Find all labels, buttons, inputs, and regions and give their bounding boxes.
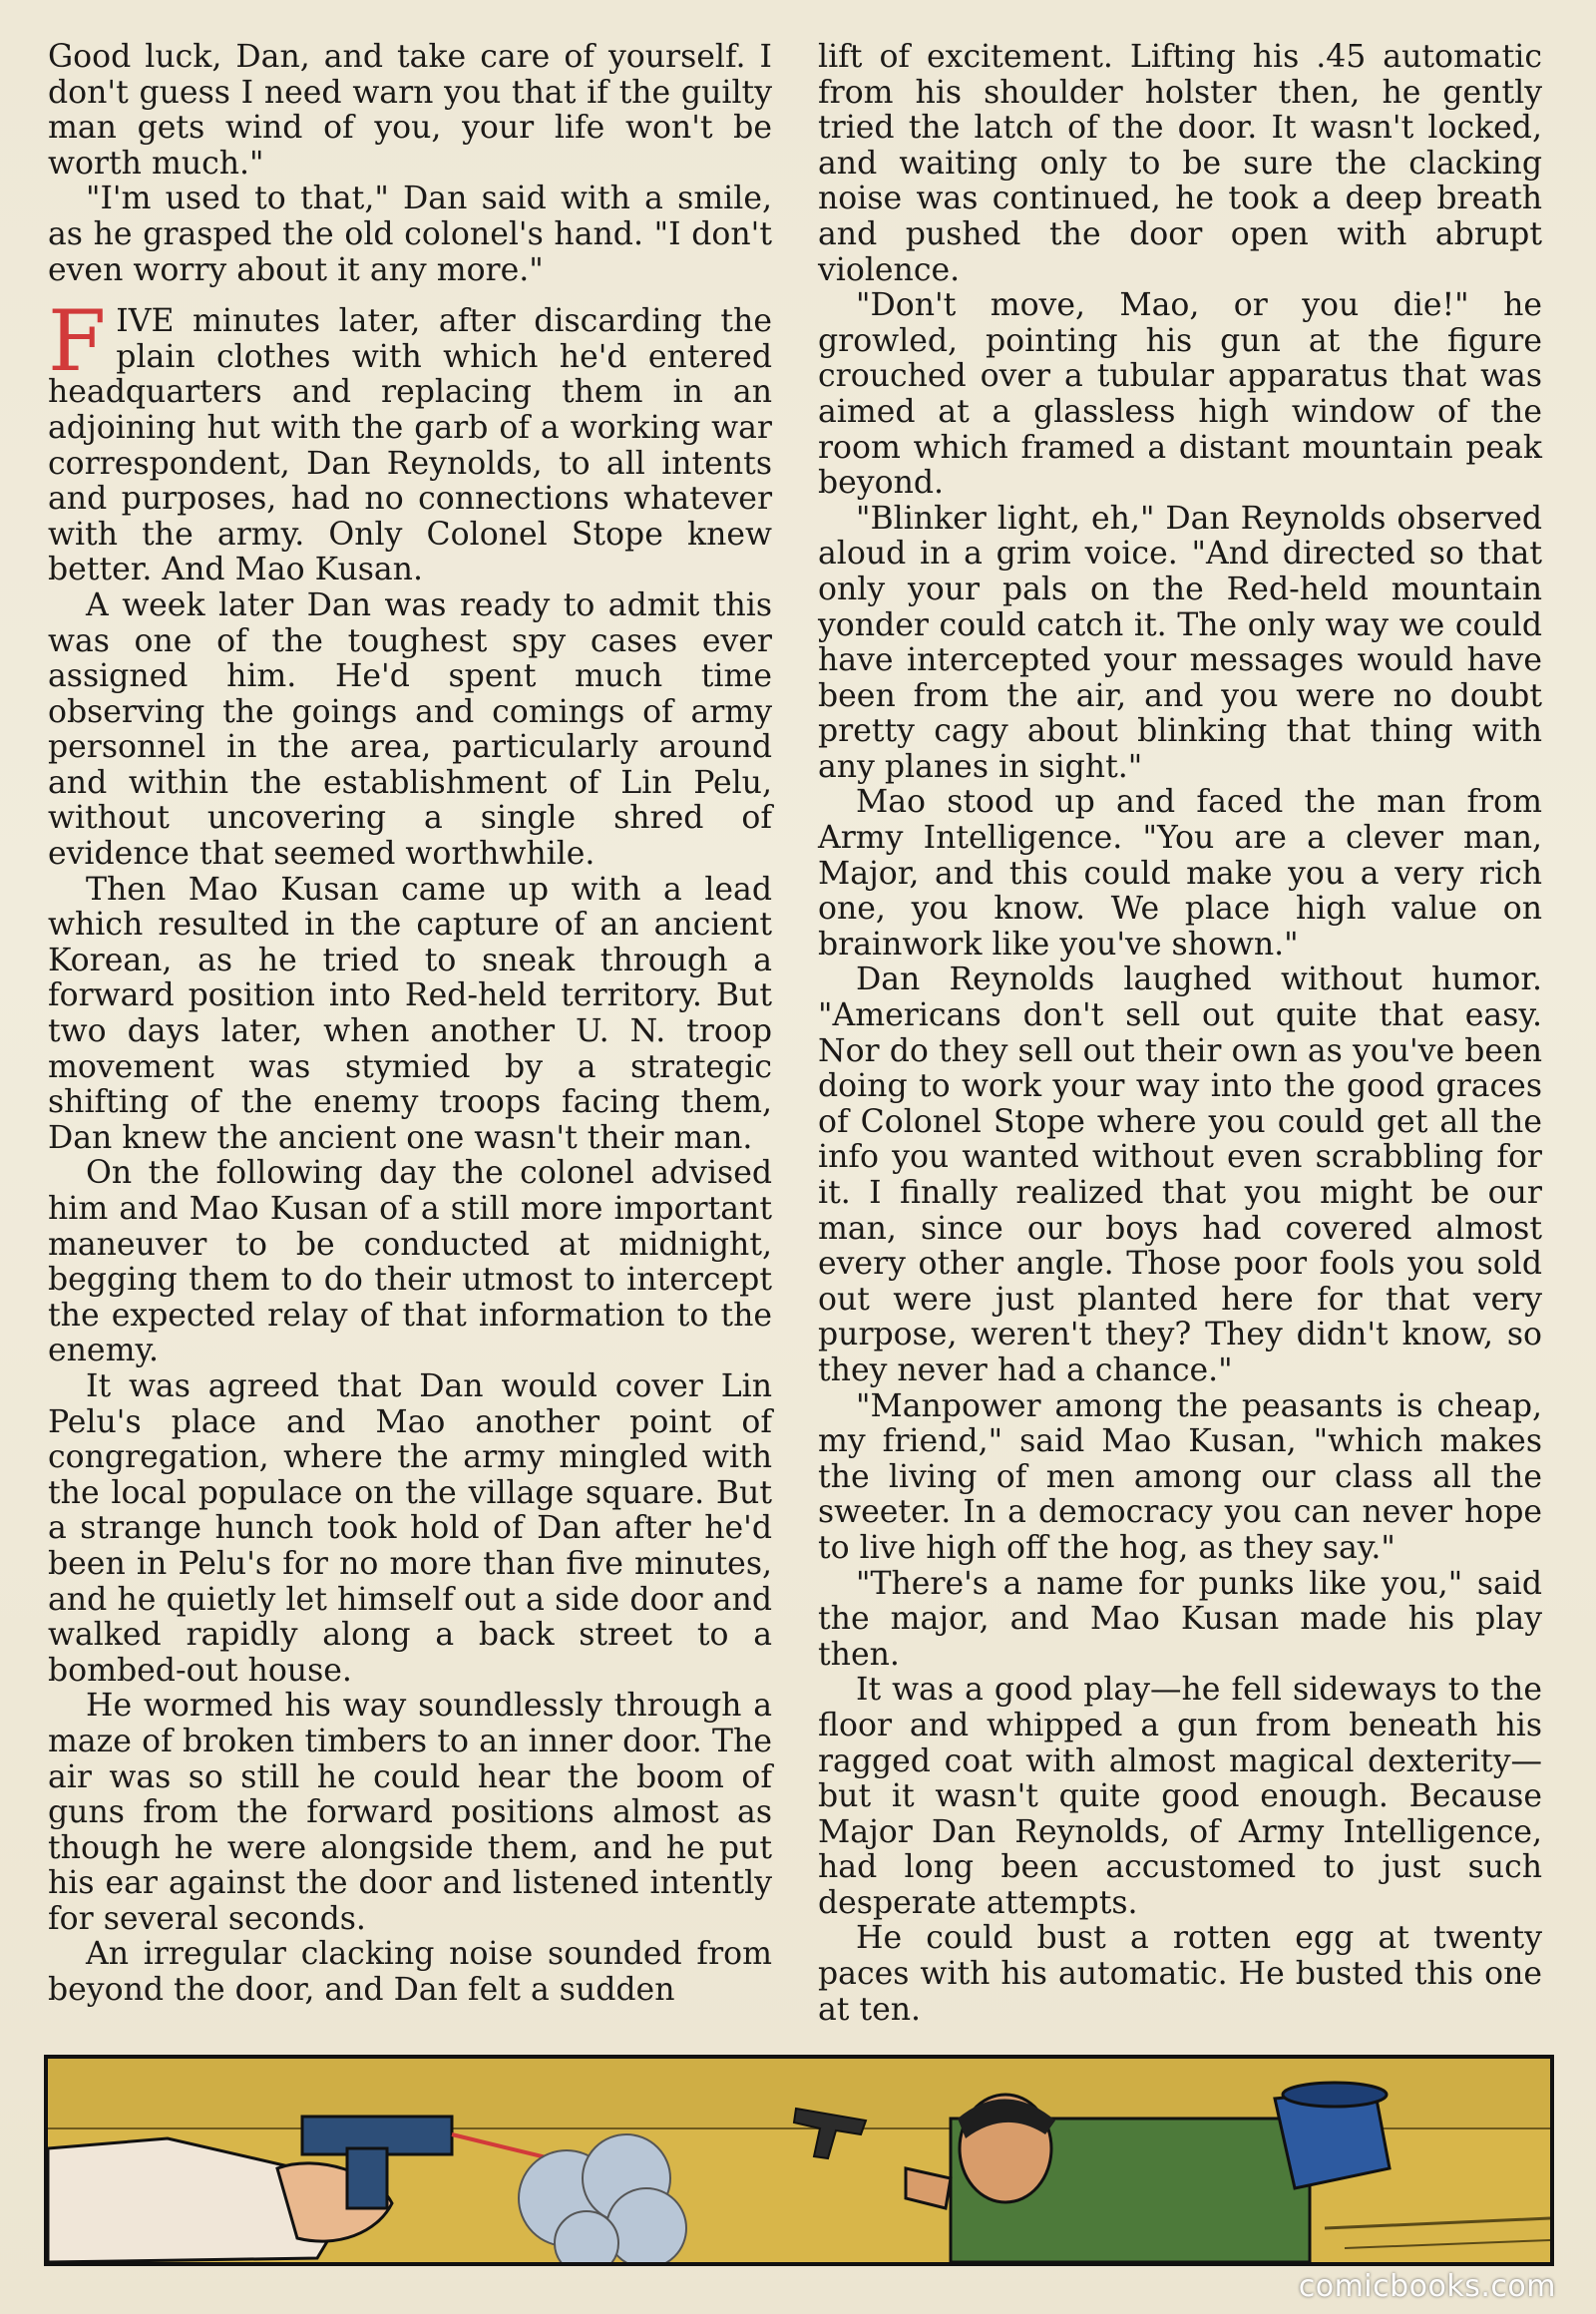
paragraph: "Don't move, Mao, or you die!" he growled, pointing his gun at the figure crouched over a tubular apparatus that was aimed at a glassless high window of the room which framed a distant mountain peak beyond. bbox=[818, 287, 1542, 502]
comic-illustration-panel bbox=[44, 2055, 1554, 2266]
paragraph: He wormed his way soundlessly through a maze of broken timbers to an inner door. The air was so still he could hear the boom of guns from the forward positions almost as though he were alongside them, and he put his ear against the door and listened intently for several seconds. bbox=[48, 1688, 772, 1937]
drop-cap: F bbox=[48, 292, 107, 391]
paragraph: "Blinker light, eh," Dan Reynolds observed aloud in a grim voice. "And directed so that only your pals on the Red-held mountain yonder could catch it. The only way we could have intercepted your messages would have been from the air, and you were no doubt pretty cagy about blinking that thing with any planes in sight." bbox=[818, 500, 1542, 785]
paragraph: "There's a name for punks like you," said the major, and Mao Kusan made his play then. bbox=[818, 1565, 1542, 1673]
paragraph: Then Mao Kusan came up with a lead which resulted in the capture of an ancient Korean, as he tried to sneak through a forward position into Red-held territory. But two days later, when another U. N. troop movement was stymied by a strategic shifting of the enemy troops facing them, Dan knew the ancient one wasn't their man. bbox=[48, 871, 772, 1156]
right-column bbox=[818, 40, 1542, 2028]
paragraph: A week later Dan was ready to admit this was one of the toughest spy cases ever assigned him. He'd spent much time observing the goings and comings of army personnel in the area, particularly around and within the establishment of Lin Pelu, without uncovering a single shred of evidence that seemed worthwhile. bbox=[48, 586, 772, 873]
paragraph: "I'm used to that," Dan said with a smile, as he grasped the old colonel's hand. "I don't even worry about it any more." bbox=[48, 181, 772, 288]
paragraph: It was agreed that Dan would cover Lin Pelu's place and Mao another point of congregation, where the army mingled with the local populace on the village square. But a strange hunch took hold of Dan after he'd been in Pelu's for no more than five minutes, and he quietly let himself out a side door and walked rapidly along a back street to a bombed-out house. bbox=[48, 1367, 772, 1689]
falling-man-figure bbox=[906, 2095, 1310, 2262]
paragraph: lift of excitement. Lifting his .45 automatic from his shoulder holster then, he gently tried the latch of the door. It wasn't locked, and waiting only to be sure the clacking noise was continued, he took a deep breath and pushed the door open with abrupt violence. bbox=[818, 39, 1542, 288]
tipped-bucket bbox=[1275, 2083, 1390, 2188]
left-column bbox=[48, 40, 772, 2009]
paragraph: He could bust a rotten egg at twenty paces with his automatic. He busted this one at ten. bbox=[818, 1920, 1542, 2028]
paragraph: "Manpower among the peasants is cheap, my friend," said Mao Kusan, "which makes the living of men among our class all the sweeter. In a democracy you can never hope to live high off the hog, as they say." bbox=[818, 1387, 1542, 1566]
paragraph: Dan Reynolds laughed without humor. "Americans don't sell out quite that easy. Nor do they sell out their own as you've been doing to work your way into the good graces of Colonel Stope where you could get all the info you wanted without even scrabbling for it. I finally realized that you might be our man, since our boys had covered almost every other angle. Those poor fools you sold out were just planted here for that very purpose, weren't they? They didn't know, so they never had a chance." bbox=[818, 962, 1542, 1388]
paragraph: It was a good play—he fell sideways to the floor and whipped a gun from beneath his ragged coat with almost magical dexterity—but it wasn't quite good enough. Because Major Dan Reynolds, of Army Intelligence, had long been accustomed to just such desperate attempts. bbox=[818, 1672, 1542, 1921]
section-start-paragraph bbox=[48, 292, 772, 588]
paragraph: On the following day the colonel advised him and Mao Kusan of a still more important maneuver to be conducted at midnight, begging them to do their utmost to intercept the expected relay of that information to the enemy. bbox=[48, 1155, 772, 1369]
paragraph: Mao stood up and faced the man from Army Intelligence. "You are a clever man, Major, and this could make you a very rich one, you know. We place high value on brainwork like you've shown." bbox=[818, 784, 1542, 963]
watermark-text: comicbooks.com bbox=[1298, 2269, 1556, 2304]
paragraph-text: IVE minutes later, after discarding the plain clothes with which he'd entered headquarters and replacing them in an adjoining hut with the garb of a working war correspondent, Dan Reynolds, to all intents and purposes, had no connections whatever with the army. Only Colonel Stope knew better. And Mao Kusan. bbox=[48, 303, 772, 588]
paragraph: Good luck, Dan, and take care of yourself. I don't guess I need warn you that if the guilty man gets wind of you, your life won't be worth much." bbox=[48, 39, 772, 182]
paragraph: An irregular clacking noise sounded from beyond the door, and Dan felt a sudden bbox=[48, 1936, 772, 2009]
panel-artwork bbox=[48, 2059, 1550, 2262]
